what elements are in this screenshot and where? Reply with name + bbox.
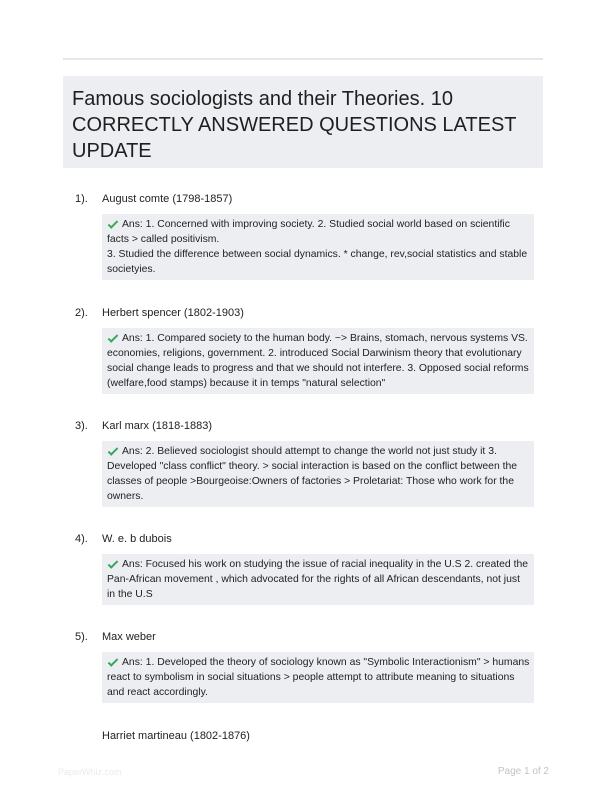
footer-watermark: PaperWhiz.com (58, 767, 122, 777)
question-number: 2). (75, 307, 88, 319)
answer-box (102, 554, 534, 605)
question-number: 3). (75, 420, 88, 432)
question-block-6 (75, 729, 545, 747)
title-banner (63, 76, 543, 168)
document-title: Famous sociologists and their Theories. 10 CORRECTLY ANSWERED QUESTIONS LATEST UPDATE (72, 88, 517, 162)
question-text: Max weber (102, 631, 156, 643)
question-text: W. e. b dubois (102, 533, 172, 545)
answer-text: Ans: 1. Developed the theory of sociology known as "Symbolic Interactionism" > humans react to symbolism in social situations > people attempt to attribute meaning to situations and react accordingly. (107, 657, 530, 698)
question-text: Karl marx (1818-1883) (102, 420, 213, 432)
question-row (75, 532, 545, 550)
question-number: 5). (75, 631, 88, 643)
question-block-5 (75, 630, 545, 703)
question-block-2 (75, 306, 545, 394)
check-icon (108, 218, 119, 229)
question-row (75, 419, 545, 437)
question-row (75, 306, 545, 324)
top-divider (63, 58, 543, 60)
answer-box (102, 441, 534, 507)
answer-text: Ans: 1. Compared society to the human body. ~> Brains, stomach, nervous systems VS. economies, religions, government. 2. introduced Social Darwinism theory that evolutionary social change leads to progress and that we should not interfere. 3. Opposed social reforms (welfare,food stamps) because it in temps "natural selection" (107, 333, 529, 389)
check-icon (108, 656, 119, 667)
question-block-1 (75, 192, 545, 280)
answer-text: Ans: 2. Believed sociologist should attempt to change the world not just study it 3. Developed "class conflict" theory. > social interaction is based on the conflict between the classes of people >Bourgeoise:Owners of factories > Proletariat: Those who work for the owners. (107, 446, 518, 502)
answer-box (102, 652, 534, 703)
question-row (75, 630, 545, 648)
answer-box (102, 214, 534, 280)
check-icon (108, 445, 119, 456)
question-text: Herbert spencer (1802-1903) (102, 307, 244, 319)
question-row (75, 192, 545, 210)
question-block-3 (75, 419, 545, 507)
question-row (75, 729, 545, 747)
answer-text: Ans: Focused his work on studying the issue of racial inequality in the U.S 2. created the Pan-African movement , which advocated for the rights of all African descendants, not just in the U.S (107, 559, 529, 600)
question-number: 4). (75, 533, 88, 545)
check-icon (108, 332, 119, 343)
page-indicator: Page 1 of 2 (497, 766, 549, 777)
question-block-4 (75, 532, 545, 605)
answer-text: Ans: 1. Concerned with improving society. 2. Studied social world based on scientific facts > called positivism. 3. Studied the difference between social dynamics. * change, rev,social statistics and stable societyies. (107, 219, 528, 275)
question-text: Harriet martineau (1802-1876) (102, 730, 250, 742)
check-icon (108, 558, 119, 569)
question-number: 1). (75, 193, 88, 205)
question-text: August comte (1798-1857) (102, 193, 233, 205)
answer-box (102, 328, 534, 394)
